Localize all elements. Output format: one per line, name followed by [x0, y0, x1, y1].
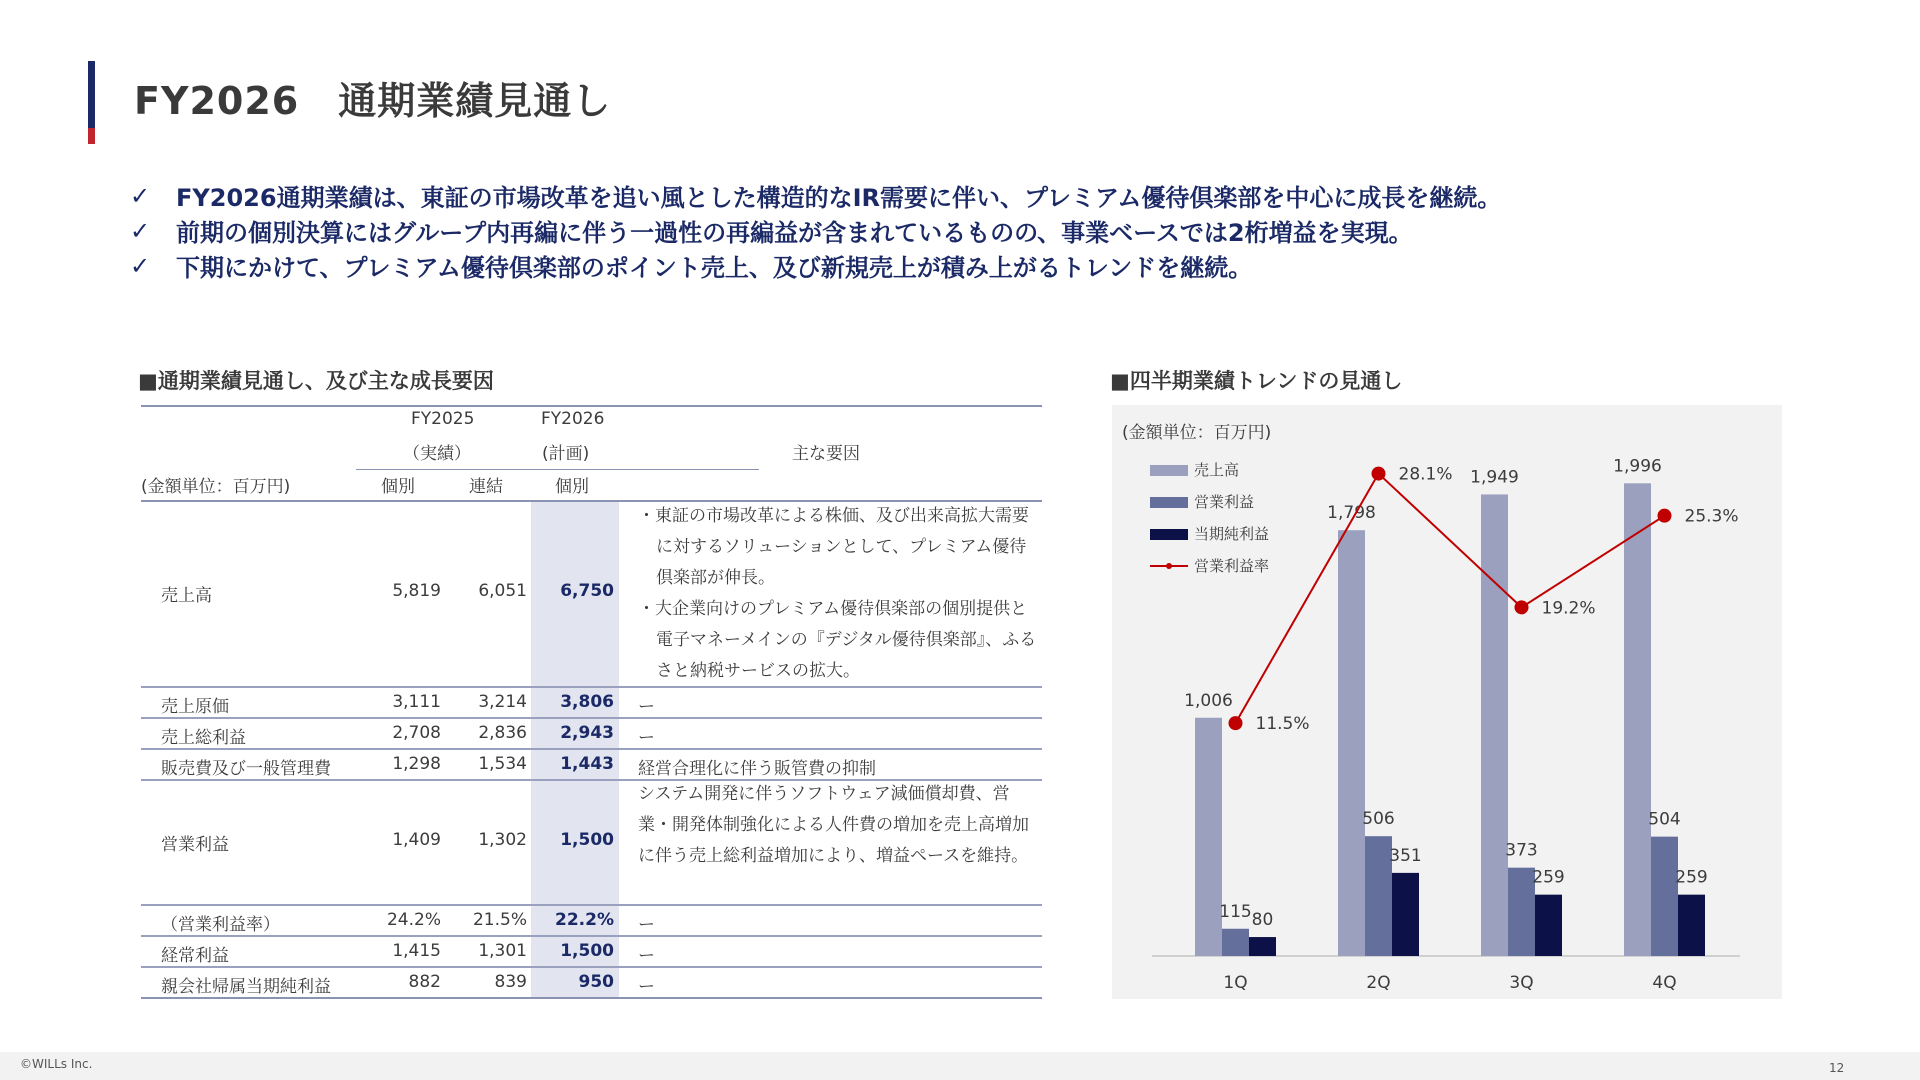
row-value-fy2025-renketsu: 2,836 [478, 723, 527, 743]
bar-label: 504 [1648, 809, 1681, 830]
bar-当期純利益 [1535, 895, 1562, 956]
factor-text: ・大企業向けのプレミアム優待倶楽部の個別提供と電子マネーメインの『デジタル優待倶楽部』、ふるさと納税サービスの拡大。 [638, 599, 1037, 681]
row-value-fy2025-renketsu: 1,302 [478, 830, 527, 850]
row-value-fy2026: 22.2% [555, 910, 614, 930]
bullet-text: 下期にかけて、プレミアム優待倶楽部のポイント売上、及び新規売上が積み上がるトレンドを継続。 [176, 254, 1253, 282]
row-label: 売上総利益 [161, 728, 246, 748]
category-label: 4Q [1652, 973, 1677, 993]
category-label: 3Q [1509, 973, 1534, 993]
line-point [1229, 716, 1243, 730]
legend-swatch [1150, 529, 1188, 540]
table-top-rule [141, 405, 1042, 407]
table-bottom-rule [141, 997, 1042, 999]
row-value-fy2025-renketsu: 839 [494, 972, 527, 992]
legend-swatch [1150, 497, 1188, 508]
row-value-fy2025-kobetsu: 1,415 [392, 941, 441, 961]
bar-label: 1,949 [1470, 467, 1519, 488]
row-factor: ー [638, 915, 655, 935]
row-value-fy2026: 1,500 [560, 830, 614, 850]
line-label: 11.5% [1255, 714, 1310, 735]
bar-売上高 [1195, 718, 1222, 956]
legend-label: 当期純利益 [1194, 525, 1270, 543]
page-title: FY2026 通期業績見通し [134, 79, 612, 123]
summary-bullet [130, 178, 1890, 213]
row-rule [141, 686, 1042, 688]
row-factor: ー [638, 728, 655, 748]
check-icon: ✓ [130, 181, 151, 210]
row-label: 経常利益 [161, 946, 229, 966]
row-factor: 経営合理化に伴う販管費の抑制 [638, 759, 876, 779]
row-label: 営業利益 [161, 835, 229, 855]
row-value-fy2025-kobetsu: 2,708 [392, 723, 441, 743]
category-label: 2Q [1366, 973, 1391, 993]
bar-当期純利益 [1249, 937, 1276, 956]
bar-営業利益 [1651, 837, 1678, 956]
bar-label: 506 [1362, 809, 1395, 830]
line-営業利益率 [1236, 474, 1665, 724]
header-kobetsu: 個別 [381, 477, 415, 497]
row-value-fy2025-kobetsu: 24.2% [386, 910, 441, 930]
bar-label: 1,798 [1327, 503, 1376, 524]
line-point [1372, 467, 1386, 481]
bar-label: 373 [1505, 840, 1538, 861]
row-factor: ー [638, 977, 655, 997]
row-value-fy2025-renketsu: 1,301 [478, 941, 527, 961]
bar-営業利益 [1508, 868, 1535, 956]
bar-label: 259 [1675, 867, 1708, 888]
check-icon: ✓ [130, 216, 151, 245]
bar-label: 259 [1532, 867, 1565, 888]
summary-bullet [130, 213, 1890, 248]
legend-line-dot [1166, 563, 1172, 569]
row-factor: ー [638, 697, 655, 717]
row-value-fy2026: 1,443 [560, 754, 614, 774]
bar-label: 1,006 [1184, 690, 1233, 711]
summary-bullet [130, 248, 1890, 283]
line-point [1658, 509, 1672, 523]
factor-line [638, 594, 1038, 687]
bar-売上高 [1624, 483, 1651, 956]
row-rule [141, 748, 1042, 750]
row-factor: ー [638, 946, 655, 966]
chart-section-title: ■四半期業績トレンドの見通し [1110, 369, 1403, 393]
bar-当期純利益 [1392, 873, 1419, 956]
footer-bar [0, 1052, 1920, 1080]
row-label: 販売費及び一般管理費 [161, 759, 331, 779]
legend-label: 営業利益率 [1194, 557, 1270, 575]
row-rule [141, 935, 1042, 937]
header-renketsu: 連結 [469, 477, 503, 497]
category-label: 1Q [1223, 973, 1248, 993]
legend-label: 営業利益 [1194, 493, 1255, 511]
bar-label: 351 [1389, 845, 1422, 866]
row-factor: システム開発に伴うソフトウェア減価償却費、営業・開発体制強化による人件費の増加を売上高増加に伴う売上総利益増加により、増益ペースを維持。 [638, 784, 1029, 866]
row-value-fy2025-kobetsu: 1,298 [392, 754, 441, 774]
legend-swatch [1150, 465, 1188, 476]
bar-営業利益 [1365, 836, 1392, 956]
bar-売上高 [1338, 530, 1365, 956]
line-point [1515, 600, 1529, 614]
check-icon: ✓ [130, 251, 151, 280]
row-rule [141, 966, 1042, 968]
legend-label: 売上高 [1194, 461, 1240, 479]
row-rule [141, 904, 1042, 906]
summary-bullets [130, 178, 1890, 283]
row-rule [141, 717, 1042, 719]
row-value-fy2025-kobetsu: 5,819 [392, 581, 441, 601]
page-number: 12 [1829, 1061, 1845, 1075]
header-fy2026-sub: (計画) [542, 444, 590, 464]
bar-label: 80 [1251, 910, 1274, 931]
header-kobetsu-fy2026: 個別 [555, 477, 589, 497]
row-label: 親会社帰属当期純利益 [161, 977, 331, 997]
line-label: 25.3% [1684, 506, 1739, 527]
row-value-fy2025-renketsu: 6,051 [478, 581, 527, 601]
line-label: 28.1% [1398, 464, 1453, 485]
bar-売上高 [1481, 494, 1508, 956]
header-fy2025-sub: （実績） [403, 444, 471, 464]
row-label: 売上高 [161, 586, 212, 606]
row-value-fy2025-renketsu: 1,534 [478, 754, 527, 774]
row-value-fy2025-kobetsu: 882 [408, 972, 441, 992]
header-factor: 主な要因 [792, 444, 860, 464]
bullet-text: 前期の個別決算にはグループ内再編に伴う一過性の再編益が含まれているものの、事業ベースでは2桁増益を実現。 [176, 219, 1413, 247]
row-value-fy2026: 1,500 [560, 941, 614, 961]
bar-label: 1,996 [1613, 456, 1662, 477]
quarterly-trend-chart [1112, 405, 1782, 999]
bar-当期純利益 [1678, 895, 1705, 956]
bar-label: 115 [1219, 901, 1252, 922]
bullet-text: FY2026通期業績は、東証の市場改革を追い風とした構造的なIR需要に伴い、プレミアム優待倶楽部を中心に成長を継続。 [176, 184, 1502, 212]
bar-営業利益 [1222, 929, 1249, 956]
header-fy2025: FY2025 [411, 409, 475, 429]
row-value-fy2026: 3,806 [560, 692, 614, 712]
row-value-fy2025-renketsu: 21.5% [472, 910, 527, 930]
row-label: 売上原価 [161, 697, 229, 717]
table-unit: (金額単位：百万円) [141, 477, 291, 497]
row-value-fy2025-renketsu: 3,214 [478, 692, 527, 712]
row-value-fy2026: 950 [578, 972, 614, 992]
copyright: ©WILLs Inc. [20, 1057, 93, 1071]
chart-unit-label: (金額単位：百万円) [1122, 423, 1272, 443]
row-label: （営業利益率） [161, 915, 280, 935]
row-value-fy2025-kobetsu: 3,111 [392, 692, 441, 712]
line-label: 19.2% [1541, 598, 1596, 619]
row-value-fy2025-kobetsu: 1,409 [392, 830, 441, 850]
table-section-title: ■通期業績見通し、及び主な成長要因 [138, 369, 494, 393]
header-fy2026: FY2026 [541, 409, 605, 429]
factor-line [638, 501, 1038, 594]
header-sub-rule [356, 469, 759, 470]
title-accent-red [88, 128, 95, 144]
row-value-fy2026: 6,750 [560, 581, 614, 601]
row-factor [638, 501, 1038, 687]
row-value-fy2026: 2,943 [560, 723, 614, 743]
factor-text: ・東証の市場改革による株価、及び出来高拡大需要に対するソリューションとして、プレミアム優待倶楽部が伸長。 [638, 506, 1029, 588]
